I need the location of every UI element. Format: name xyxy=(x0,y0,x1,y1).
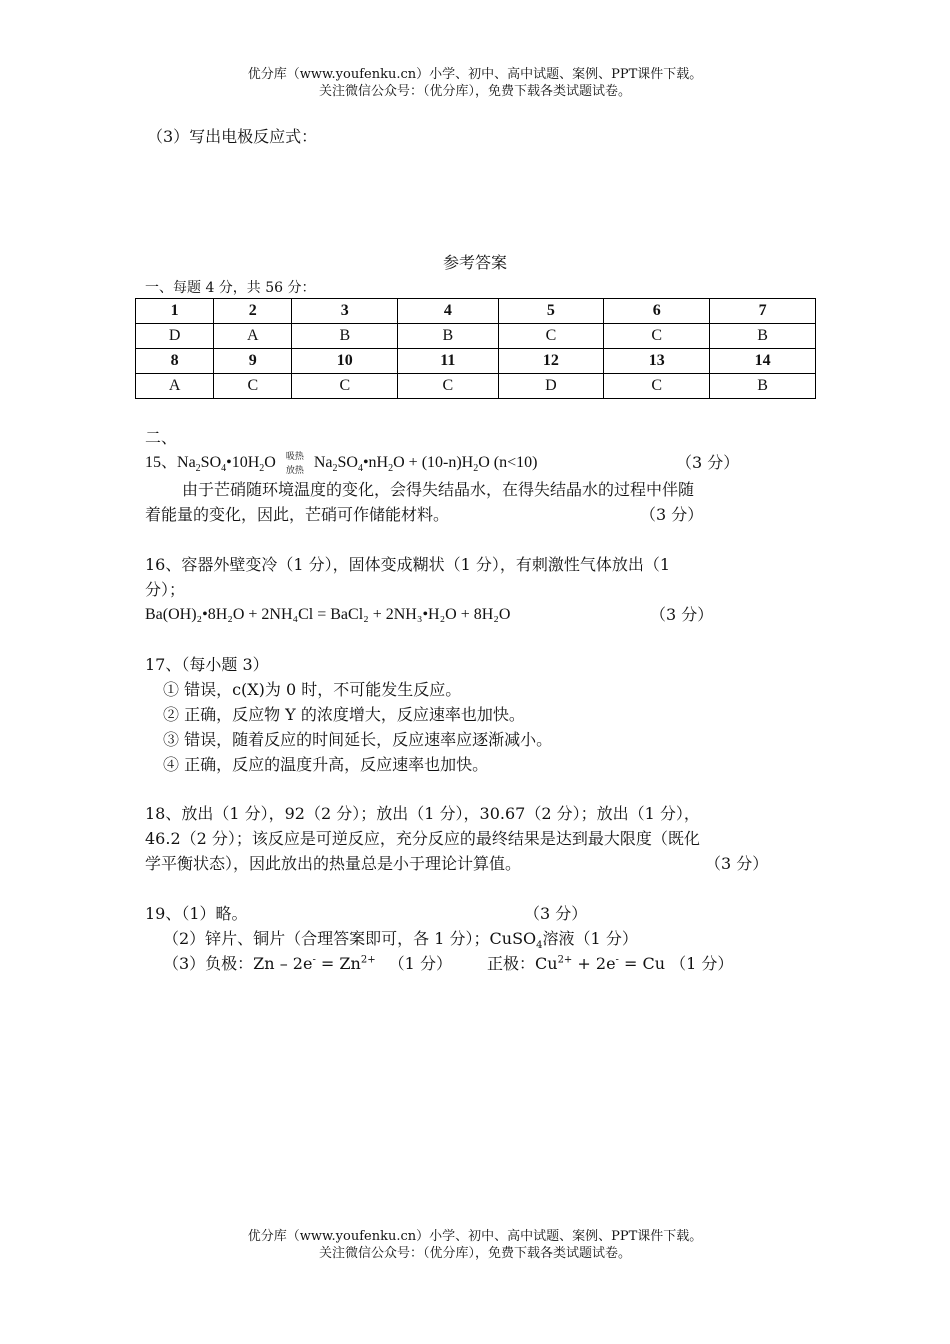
table-cell: 14 xyxy=(710,349,816,374)
table-cell: D xyxy=(498,374,604,399)
table-cell: A xyxy=(214,324,292,349)
table-cell: A xyxy=(136,374,214,399)
q17-item-4: ④ 正确，反应的温度升高，反应速率也加快。 xyxy=(163,755,489,774)
table-cell: 1 xyxy=(136,299,214,324)
table-cell: C xyxy=(498,324,604,349)
q16-score: （3 分） xyxy=(650,605,714,624)
table-cell: B xyxy=(292,324,398,349)
q19-score: （3 分） xyxy=(524,904,588,923)
q15-lhs: Na xyxy=(177,454,196,471)
section1-heading: 一、每题 4 分，共 56 分： xyxy=(145,280,316,296)
table-cell: B xyxy=(398,324,498,349)
table-cell: B xyxy=(710,374,816,399)
table-cell: 7 xyxy=(710,299,816,324)
footer-line-1: 优分库（www.youfenku.cn）小学、初中、高中试题、案例、PPT课件下载。 xyxy=(247,1229,703,1244)
q15-score: （3 分） xyxy=(676,453,740,472)
table-row xyxy=(136,374,816,399)
table-cell: 4 xyxy=(398,299,498,324)
table-cell: 8 xyxy=(136,349,214,374)
table-cell: 10 xyxy=(292,349,398,374)
q19-negative-electrode: （3）负极：$Zn - 2e^- = Zn^{2+}$ （1 分） xyxy=(163,954,452,973)
q19-line-2: （2）锌片、铜片（合理答案即可，各 1 分）；CuSO$_4$溶液（1 分） xyxy=(163,929,638,952)
table-cell: C xyxy=(398,374,498,399)
table-row xyxy=(136,349,816,374)
table-cell: 6 xyxy=(604,299,710,324)
table-cell: 11 xyxy=(398,349,498,374)
table-cell: B xyxy=(710,324,816,349)
table-cell: 9 xyxy=(214,349,292,374)
q16-equation: Ba(OH)₂•8H₂O + 2NH₄Cl = BaCl₂ + 2NH₃•H₂O + 8H₂O xyxy=(145,606,511,623)
table-cell: C xyxy=(214,374,292,399)
answer-table xyxy=(135,298,816,399)
q15-explain-score: （3 分） xyxy=(640,505,704,524)
q17-item-2: ② 正确，反应物 Y 的浓度增大，反应速率也加快。 xyxy=(163,705,525,724)
page-footer xyxy=(0,1228,950,1262)
q18-line-2: 46.2（2 分）；该反应是可逆反应，充分反应的最终结果是达到最大限度（既化 xyxy=(145,829,700,848)
table-row xyxy=(136,299,816,324)
q17-heading: 17、（每小题 3） xyxy=(145,655,269,674)
table-cell: 3 xyxy=(292,299,398,324)
table-cell: C xyxy=(604,324,710,349)
q18-score: （3 分） xyxy=(705,854,769,873)
table-cell: 12 xyxy=(498,349,604,374)
answers-title: 参考答案 xyxy=(442,253,507,272)
q16-line-1: 16、容器外壁变冷（1 分），固体变成糊状（1 分），有刺激性气体放出（1 xyxy=(145,555,671,574)
header-line-2: 关注微信公众号：（优分库），免费下载各类试题试卷。 xyxy=(318,84,631,99)
q16-line-2: 分）； xyxy=(145,580,186,599)
q19-line-1: 19、（1）略。 xyxy=(145,904,248,923)
table-cell: 2 xyxy=(214,299,292,324)
footer-line-2: 关注微信公众号：（优分库），免费下载各类试题试卷。 xyxy=(318,1246,631,1261)
table-cell: C xyxy=(604,374,710,399)
q15-explain-1: 由于芒硝随环境温度的变化，会得失结晶水，在得失结晶水的过程中伴随 xyxy=(182,480,695,499)
header-line-1: 优分库（www.youfenku.cn）小学、初中、高中试题、案例、PPT课件下载。 xyxy=(247,67,703,82)
question-tail: （3）写出电极反应式： xyxy=(147,127,318,146)
table-cell: 5 xyxy=(498,299,604,324)
q18-line-1: 18、放出（1 分），92（2 分）；放出（1 分），30.67（2 分）；放出（1 分）， xyxy=(145,804,700,823)
table-cell: 13 xyxy=(604,349,710,374)
q17-item-1: ① 错误，c(X)为 0 时，不可能发生反应。 xyxy=(163,680,462,699)
q15-equation: 15、$Na_2SO_4•10H_2O$ 吸热 放热 $Na_2SO_4•nH_2O + (10-n)H_2O$ (n<10) xyxy=(145,451,538,476)
page-header xyxy=(0,66,950,100)
q15-number: 15、 xyxy=(145,454,178,471)
table-cell: C xyxy=(292,374,398,399)
q18-line-3: 学平衡状态），因此放出的热量总是小于理论计算值。 xyxy=(145,854,522,873)
table-cell: D xyxy=(136,324,214,349)
section2-heading: 二、 xyxy=(145,428,178,447)
q15-condition-arrow: 吸热 放热 xyxy=(285,451,304,476)
q17-item-3: ③ 错误，随着反应的时间延长，反应速率应逐渐减小。 xyxy=(163,730,553,749)
table-row xyxy=(136,324,816,349)
q15-explain-2: 着能量的变化，因此，芒硝可作储能材料。 xyxy=(145,505,450,524)
q19-positive-electrode: 正极：$Cu^{2+} + 2e^- = Cu$ （1 分） xyxy=(487,954,734,973)
